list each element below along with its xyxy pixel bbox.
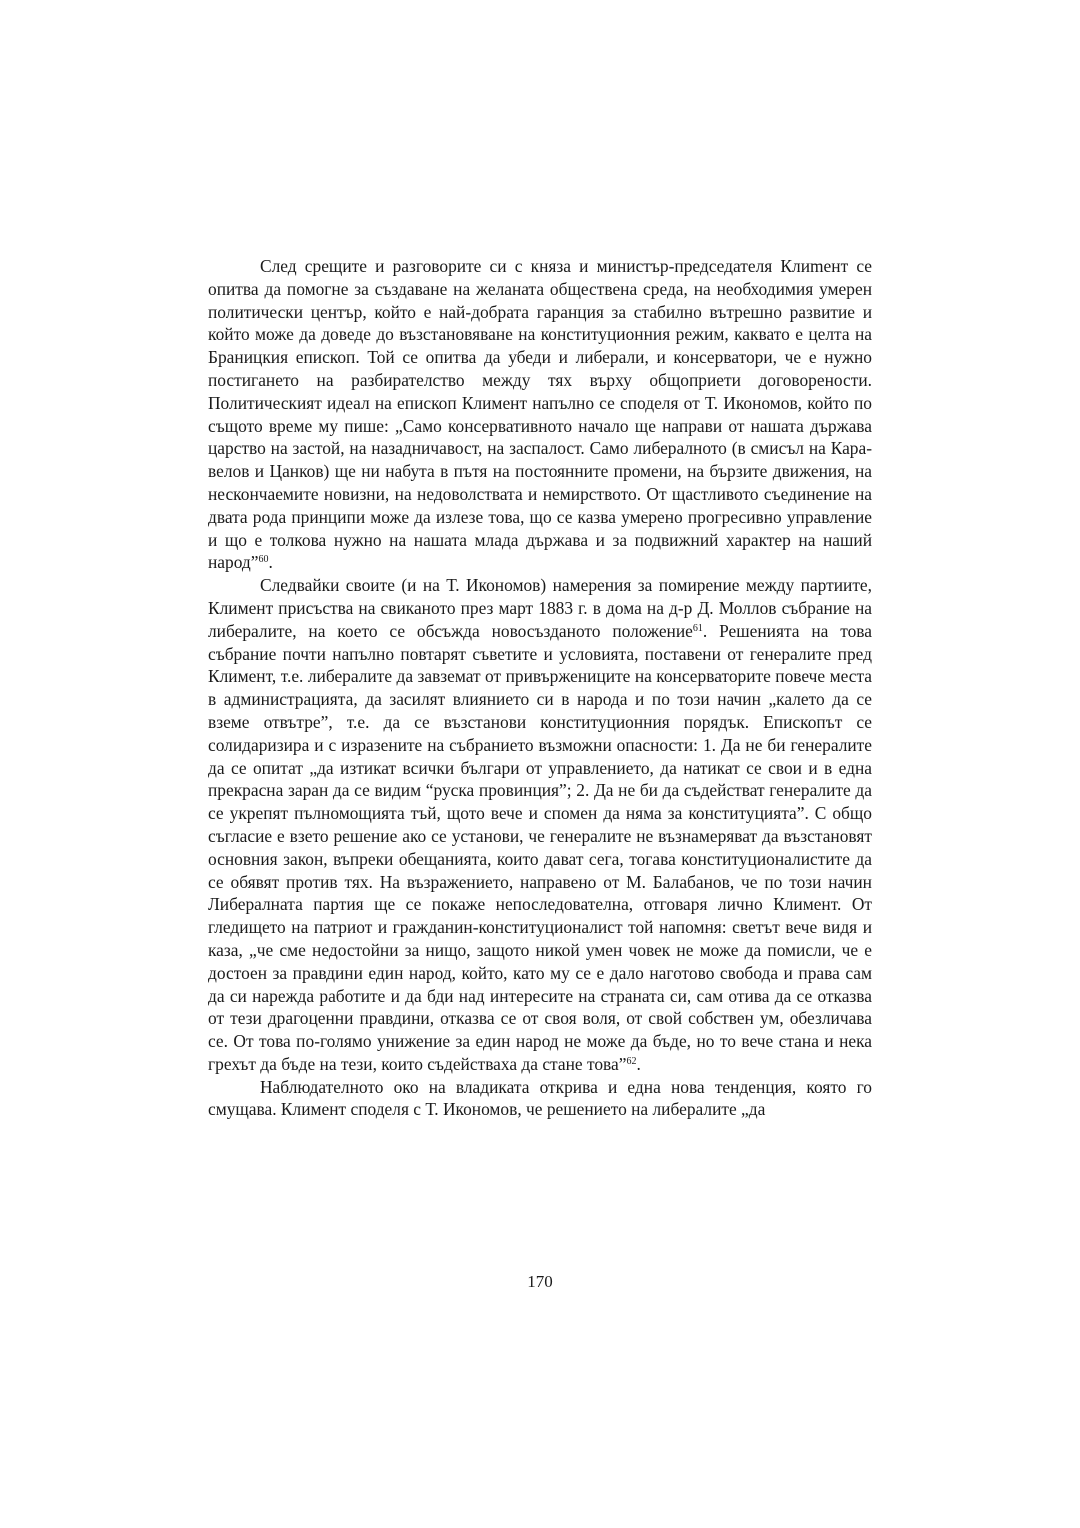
text-segment: . [636,1053,641,1074]
paragraph-1 [208,255,872,574]
text-segment: . [268,552,273,573]
text-segment: След срещите и разговорите си с княза и министър-председателя Клиmент се опитва да помогне за създаване на желаната обществена среда, на необходимия умерен политически център, който е най-добрата гаранция за стабилно вътрешно развитие и който може да доведе до възстановяване на конституционния режим, каквато е целта на Браницкия епископ. Той се опитва да убеди и либерали, и консерватори, че е нужно постигането на разбирателство между тях върху общоприети договорености. Политическият идеал на епископ Климент напълно се споделя от Т. Икономов, който по същото време му пише: „Само консервативното начало ще направи от нашата държава царство на застой, на назадничавост, на заспалост. Само либералното (в смисъл на Каравелов и Цанков) ще ни набута в пътя на постоянните промени, на бързите движения, на нескончаемите новизни, на недоволствата и немирството. От щастливото съединение на двата рода принципи може да излезе това, що се казва умерено прогресивно управление и що е толкова нужно на нашата млада държава и за подвижний характер на наший народ” [208,256,872,573]
text-segment: Наблюдателното око на владиката открива и една нова тенденция, която го смущава. Климент споделя с Т. Икономов, че решението на либералите „да [208,1076,872,1120]
footnote-ref-60: 60 [258,554,269,566]
text-segment: Следвайки своите (и на Т. Икономов) намерения за помирение между партиите, Климент присъства на свиканото през март 1883 г. в дома на д-р Д. Моллов събрание на либералите, на което се обсъжда новосъзданото положение [208,575,872,641]
footnote-ref-61: 61 [692,622,703,634]
paragraph-3 [208,1076,872,1122]
text-segment: . Решенията на това събрание почти напълно повтарят съветите и условията, поставени от генералите пред Климент, т.е. либералите да завземат от привържениците на консерваторите повече места в администрацията, да засилят влиянието си в народа и по този начин „калето да се вземе отвътре”, т.е. да се възстанови конституционния порядък. Епископът се солидаризира и с изразените на събранието възможни опасности: 1. Да не би генералите да се опитат „да изтикат всички българи от управлението, да натикат се свои и в една прекрасна заран да се видим “руска провинция”; 2. Да не би да съдействат генералите да се укрепят пълномощията тъй, щото вече и спомен да няма за конституцията”. С общо съгласие е взето решение ако се установи, че генералите не възнамеряват да възстановят основния закон, въпреки обещанията, които дават сега, тогава конституционалистите да се обявят против тях. На възражението, направено от М. Балабанов, че по този начин Либералната партия ще се покаже непоследователна, отговаря лично Климент. От гледището на патриот и гражданин-конституционалист той напомня: светът вече видя и каза, „че сме недостойни за нищо, защото никой умен човек не може да помисли, че е достоен за правдини един народ, който, като му се е дало наготово свобода и права сам да си нарежда работите и да бди над интересите на страната си, сам отива да се отказва от тези драгоценни правдини, отказва се от своя воля, от свой собствен ум, обезличава се. От това по-голямо унижение за един народ не може да бъде, но то вече стана и нека грехът да бъде на тези, които съдействаха да стане това” [208,620,872,1074]
page-body [208,255,872,1121]
footnote-ref-62: 62 [626,1055,637,1067]
page-number: 170 [527,1272,553,1291]
paragraph-2 [208,574,872,1076]
